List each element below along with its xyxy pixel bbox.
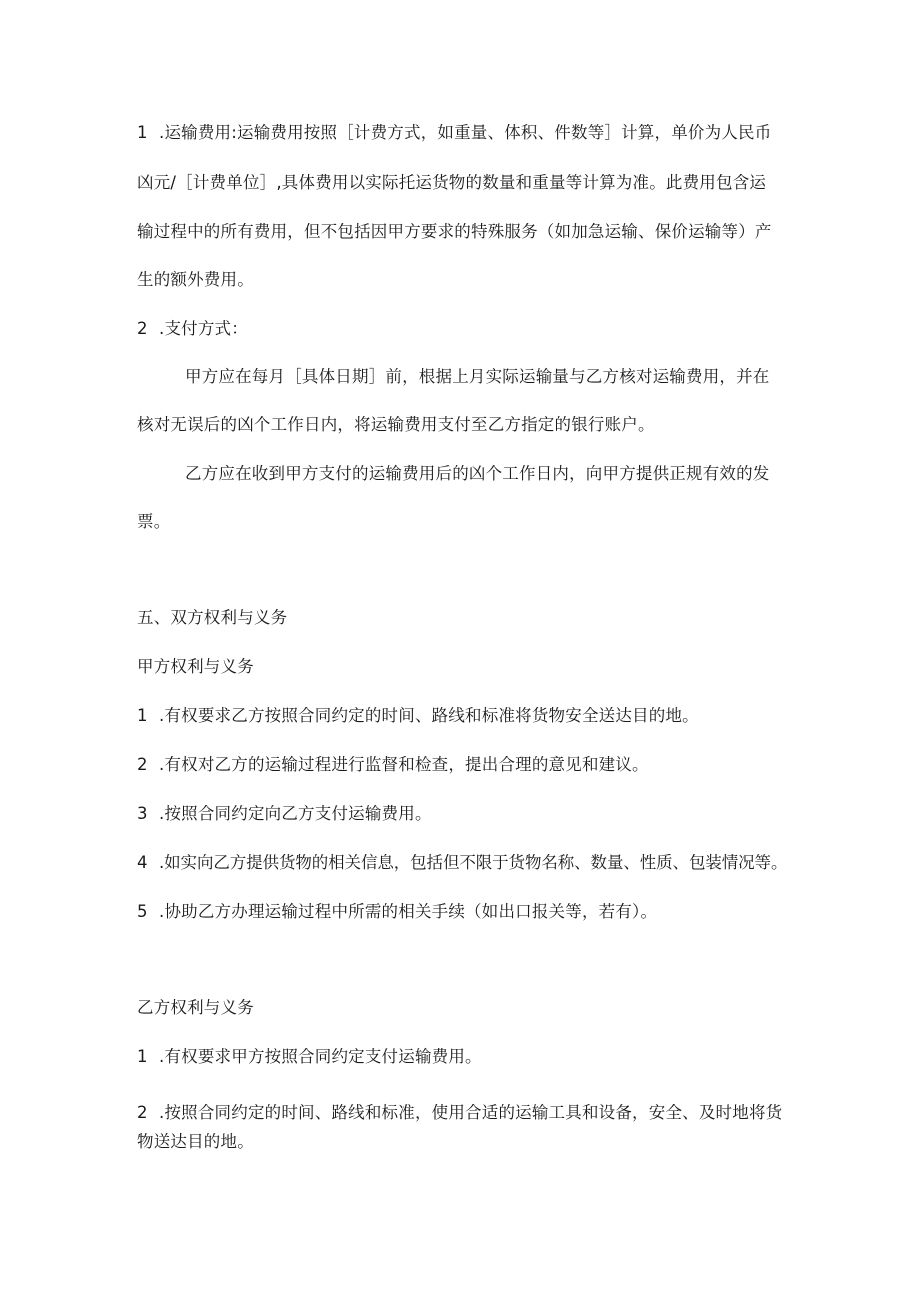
party-a-item-5 [137,901,657,923]
item-number: 2 [137,755,148,774]
payment-method-heading [137,318,248,340]
item-text: .协助乙方办理运输过程中所需的相关手续（如出口报关等，若有）。 [159,902,658,921]
party-a-item-3 [137,803,432,825]
party-a-item-4 [137,852,787,874]
party-b-item-1 [137,1046,482,1068]
item-number: 4 [137,853,148,872]
item-number: 2 [137,319,148,338]
item-text: .如实向乙方提供货物的相关信息，包括但不限于货物名称、数量、性质、包装情况等。 [159,853,788,872]
item-text: .按照合同约定的时间、路线和标准，使用合适的运输工具和设备，安全、及时地将货 [159,1103,783,1122]
party-a-heading: 甲方权利与义务 [137,657,254,676]
payment-para-1-line-1: 甲方应在每月［具体日期］前，根据上月实际运输量与乙方核对运输费用，并在 [185,367,770,386]
item-text: .支付方式： [159,319,248,338]
fee-item-line-2: 凶元/［计费单位］,具体费用以实际托运货物的数量和重量等计算为准。此费用包含运 [137,173,767,192]
payment-para-1-line-2: 核对无误后的凶个工作日内，将运输费用支付至乙方指定的银行账户。 [137,415,655,434]
item-text: .有权对乙方的运输过程进行监督和检查，提出合理的意见和建议。 [159,755,649,774]
payment-para-2-line-1: 乙方应在收到甲方支付的运输费用后的凶个工作日内，向甲方提供正规有效的发 [185,464,770,483]
item-number: 1 [137,1047,148,1066]
item-number: 3 [137,804,148,823]
item-number: 1 [137,123,148,142]
party-b-item-2-line-1 [137,1102,782,1124]
party-b-heading: 乙方权利与义务 [137,998,254,1017]
party-a-item-1 [137,705,699,727]
section-title: 五、双方权利与义务 [137,608,288,627]
fee-item-line-1 [137,122,771,144]
fee-item-line-3: 输过程中的所有费用，但不包括因甲方要求的特殊服务（如加急运输、保价运输等）产 [137,222,772,241]
payment-para-2-line-2: 票。 [137,512,171,531]
party-b-item-2-line-2: 物送达目的地。 [137,1132,254,1151]
item-number: 5 [137,902,148,921]
item-number: 2 [137,1103,148,1122]
party-a-item-2 [137,754,649,776]
item-text: .运输费用:运输费用按照［计费方式，如重量、体积、件数等］计算，单价为人民币 [159,123,772,142]
item-text: .有权要求甲方按照合同约定支付运输费用。 [159,1047,482,1066]
item-number: 1 [137,706,148,725]
item-text: .按照合同约定向乙方支付运输费用。 [159,804,432,823]
fee-item-line-4: 生的额外费用。 [137,270,254,289]
item-text: .有权要求乙方按照合同约定的时间、路线和标准将货物安全送达目的地。 [159,706,699,725]
